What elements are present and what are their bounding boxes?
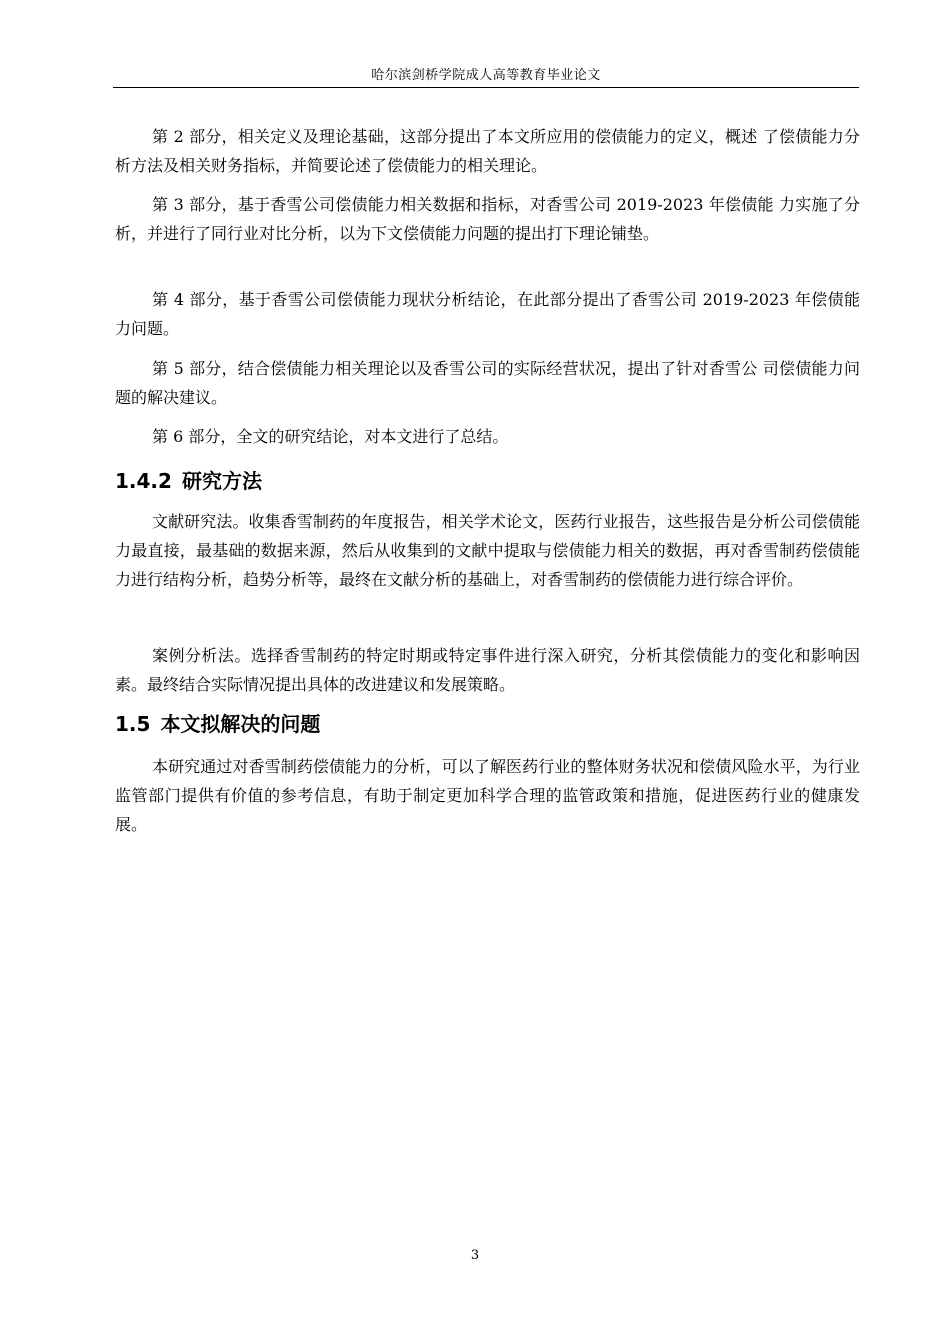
section-heading-1-4-2 bbox=[115, 465, 262, 494]
section-number: 1.5 bbox=[115, 712, 151, 736]
paragraph-literature-method: 文献研究法。收集香雪制药的年度报告，相关学术论文，医药行业报告，这些报告是分析公司偿债能力最直接，最基础的数据来源，然后从收集到的文献中提取与偿债能力相关的数据，再对香雪制药偿债能力进行结构分析，趋势分析等，最终在文献分析的基础上，对香雪制药的偿债能力进行综合评价。 bbox=[115, 512, 860, 589]
paragraph-part-5: 第 5 部分，结合偿债能力相关理论以及香雪公司的实际经营状况，提出了针对香雪公 司偿债能力问题的解决建议。 bbox=[115, 359, 860, 407]
paragraph-problem: 本研究通过对香雪制药偿债能力的分析，可以了解医药行业的整体财务状况和偿债风险水平，为行业监管部门提供有价值的参考信息，有助于制定更加科学合理的监管政策和措施，促进医药行业的健康发展。 bbox=[115, 757, 860, 834]
section-number: 1.4.2 bbox=[115, 469, 172, 493]
header-rule bbox=[113, 87, 859, 88]
section-title: 研究方法 bbox=[181, 469, 262, 493]
paragraph-part-4: 第 4 部分，基于香雪公司偿债能力现状分析结论，在此部分提出了香雪公司 2019-2023 年偿债能力问题。 bbox=[115, 290, 860, 338]
paragraph-part-6: 第 6 部分，全文的研究结论，对本文进行了总结。 bbox=[152, 427, 509, 446]
paragraph-case-method: 案例分析法。选择香雪制药的特定时期或特定事件进行深入研究，分析其偿债能力的变化和影响因素。最终结合实际情况提出具体的改进建议和发展策略。 bbox=[115, 646, 860, 694]
section-heading-1-5 bbox=[115, 708, 320, 737]
section-title: 本文拟解决的问题 bbox=[160, 712, 321, 736]
paragraph-part-3: 第 3 部分，基于香雪公司偿债能力相关数据和指标，对香雪公司 2019-2023 年偿债能 力实施了分析，并进行了同行业对比分析，以为下文偿债能力问题的提出打下理论铺垫。 bbox=[115, 195, 860, 243]
page-number: 3 bbox=[470, 1248, 480, 1263]
running-header: 哈尔滨剑桥学院成人高等教育毕业论文 bbox=[371, 68, 601, 83]
paragraph-part-2: 第 2 部分，相关定义及理论基础，这部分提出了本文所应用的偿债能力的定义，概述 了偿债能力分析方法及相关财务指标，并简要论述了偿债能力的相关理论。 bbox=[115, 127, 860, 175]
